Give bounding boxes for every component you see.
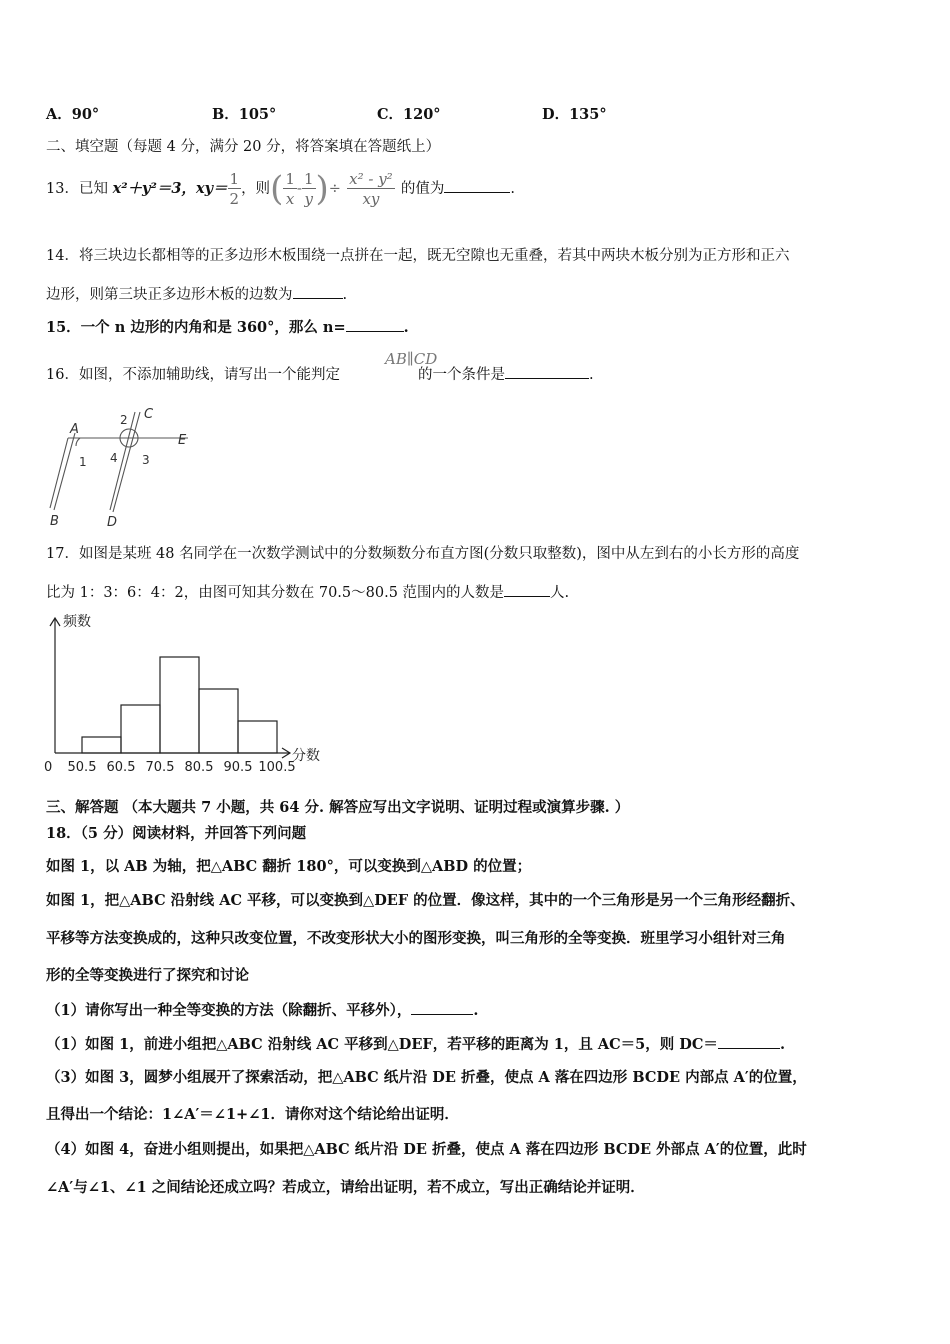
- line-ab: [54, 433, 75, 510]
- q13-div: ÷: [328, 181, 341, 197]
- q13-answer-blank[interactable]: [444, 178, 510, 193]
- question-14-line2: [46, 284, 347, 305]
- label-a: A: [70, 422, 79, 437]
- q17-answer-blank[interactable]: [504, 582, 550, 597]
- q18-sub4a: （4）如图 4，奋进小组则提出，如果把△ABC 纸片沿 DE 折叠，使点 A 落在四边形 BCDE 外部点 A′的位置，此时: [46, 1141, 807, 1158]
- x-tick-label-5: 90.5: [223, 760, 253, 775]
- question-17-line2: [46, 582, 569, 603]
- q15-text: 15．一个 n 边形的内角和是 360°，那么 n=: [46, 319, 346, 336]
- q18-sub4b: ∠A′与∠1、∠1 之间结论还成立吗？若成立，请给出证明，若不成立，写出正确结论并证明．: [46, 1179, 645, 1196]
- q18-sub1-blank[interactable]: [411, 1000, 473, 1015]
- label-angle-3: 3: [142, 453, 150, 467]
- q18-sub2-end: .: [779, 1036, 785, 1053]
- label-c: C: [144, 407, 154, 422]
- x-tick-label-6: 100.5: [258, 760, 296, 775]
- q17-end: 人.: [550, 585, 570, 601]
- q13-half-num: 1: [229, 169, 240, 188]
- q16-end: .: [588, 367, 594, 383]
- q13-suffix: 的值为: [400, 181, 445, 197]
- question-13: [46, 166, 515, 210]
- q18-sub3b: 且得出一个结论：1∠A′＝∠1+∠1．请你对这个结论给出证明．: [46, 1106, 459, 1123]
- q18-sub2-text: （1）如图 1，前进小组把△ABC 沿射线 AC 平移到△DEF，若平移的距离为 1，且 AC＝5，则 DC＝: [46, 1036, 718, 1053]
- question-17-line1: 17．如图是某班 48 名同学在一次数学测试中的分数频数分布直方图(分数只取整数)，图中从左到右的小长方形的高度: [46, 546, 800, 562]
- q13-minus: -: [296, 179, 302, 197]
- section2-title: 二、填空题（每题 4 分，满分 20 分，将答案填在答题纸上）: [46, 139, 441, 155]
- q13-frac-1y: [302, 170, 316, 209]
- q13-half-fraction: [228, 170, 242, 209]
- q13-big-num: x² - y²: [349, 169, 393, 188]
- question-15: [46, 317, 409, 338]
- histogram-bar-2: [121, 705, 160, 753]
- option-c: C．120°: [377, 106, 441, 123]
- q18-p2c: 形的全等变换进行了探究和讨论: [46, 967, 249, 984]
- q14-answer-blank[interactable]: [293, 284, 343, 299]
- origin-label: 0: [44, 760, 53, 775]
- x-axis-label: 分数: [292, 748, 320, 764]
- q13-one-b: 1: [303, 169, 314, 188]
- q13-half-den: 2: [229, 189, 240, 208]
- q13-cond2: xy＝: [195, 180, 228, 197]
- q18-p2a: 如图 1，把△ABC 沿射线 AC 平移，可以变换到△DEF 的位置．像这样，其中的一个三角形是另一个三角形经翻折、: [46, 892, 805, 909]
- q15-answer-blank[interactable]: [346, 317, 404, 332]
- option-a: A．90°: [46, 106, 100, 123]
- label-angle-1: 1: [79, 455, 87, 469]
- option-d: D．135°: [542, 106, 607, 123]
- q13-big-fraction: [341, 170, 401, 209]
- q13-prefix: 13．已知: [46, 181, 113, 197]
- q14-line2-text: 边形，则第三块正多边形木板的边数为: [46, 287, 293, 303]
- label-b: B: [50, 514, 59, 529]
- q18-sub3a: （3）如图 3，圆梦小组展开了探索活动，把△ABC 纸片沿 DE 折叠，使点 A 落在四边形 BCDE 内部点 A′的位置，: [46, 1069, 807, 1086]
- histogram-chart: [40, 608, 340, 780]
- x-tick-label-1: 50.5: [67, 760, 97, 775]
- q13-y: y: [304, 189, 313, 208]
- ab-parallel-cd-math: AB∥CD: [385, 350, 438, 368]
- q13-frac-1x: [283, 170, 297, 209]
- q18-sub1-text: （1）请你写出一种全等变换的方法（除翻折、平移外），: [46, 1002, 412, 1019]
- q13-big-den: xy: [362, 189, 380, 208]
- q17-line2-text: 比为 1：3：6：4：2，由图可知其分数在 70.5～80.5 范围内的人数是: [46, 585, 505, 601]
- option-b: B．105°: [212, 106, 277, 123]
- label-angle-2: 2: [120, 413, 128, 427]
- q14-end: .: [342, 287, 348, 303]
- x-tick-label-4: 80.5: [184, 760, 214, 775]
- section3-title: 三、解答题 （本大题共 7 小题，共 64 分. 解答应写出文字说明、证明过程或演算步骤. ）: [46, 799, 630, 816]
- q15-end: .: [403, 319, 409, 336]
- q18-p1: 如图 1，以 AB 为轴，把△ABC 翻折 180°，可以变换到△ABD 的位置；: [46, 858, 532, 875]
- y-axis-label: 频数: [63, 614, 91, 630]
- angle-1-arc: [76, 438, 80, 446]
- q18-header: 18．（5 分）阅读材料，并回答下列问题: [46, 825, 307, 842]
- q16-suffix: 的一个条件是: [417, 367, 505, 383]
- label-e: E: [178, 433, 187, 448]
- label-angle-4: 4: [110, 451, 118, 465]
- histogram-bar-1: [82, 737, 121, 753]
- q13-then: ，则: [241, 181, 271, 197]
- histogram-bar-4: [199, 689, 238, 753]
- q16-prefix: 16．如图，不添加辅助线，请写出一个能判定: [46, 367, 340, 383]
- q13-x: x: [285, 189, 295, 208]
- q18-sub2: [46, 1034, 785, 1055]
- x-tick-label-3: 70.5: [145, 760, 175, 775]
- q18-sub1-end: .: [473, 1002, 479, 1019]
- right-paren: ): [315, 169, 329, 209]
- x-tick-label-2: 60.5: [106, 760, 136, 775]
- figure-16-geometry: [40, 400, 210, 535]
- label-d: D: [107, 515, 118, 530]
- q18-p2b: 平移等方法变换成的，这种只改变位置，不改变形状大小的图形变换，叫三角形的全等变换．班里学习小组针对三角: [46, 930, 786, 947]
- histogram-bar-3: [160, 657, 199, 753]
- q13-one-a: 1: [285, 169, 295, 188]
- q18-sub1: [46, 1000, 478, 1021]
- left-paren: (: [270, 169, 284, 209]
- q16-answer-blank[interactable]: [505, 364, 589, 379]
- question-14-line1: 14．将三块边长都相等的正多边形木板围绕一点拼在一起，既无空隙也无重叠，若其中两块木板分别为正方形和正六: [46, 248, 790, 264]
- line-ab-inner: [50, 438, 68, 508]
- question-16: [46, 364, 594, 385]
- q18-sub2-blank[interactable]: [718, 1034, 780, 1049]
- histogram-bar-5: [238, 721, 277, 753]
- q13-end: .: [510, 181, 516, 197]
- q13-cond1: x²＋y²＝3，: [112, 180, 196, 197]
